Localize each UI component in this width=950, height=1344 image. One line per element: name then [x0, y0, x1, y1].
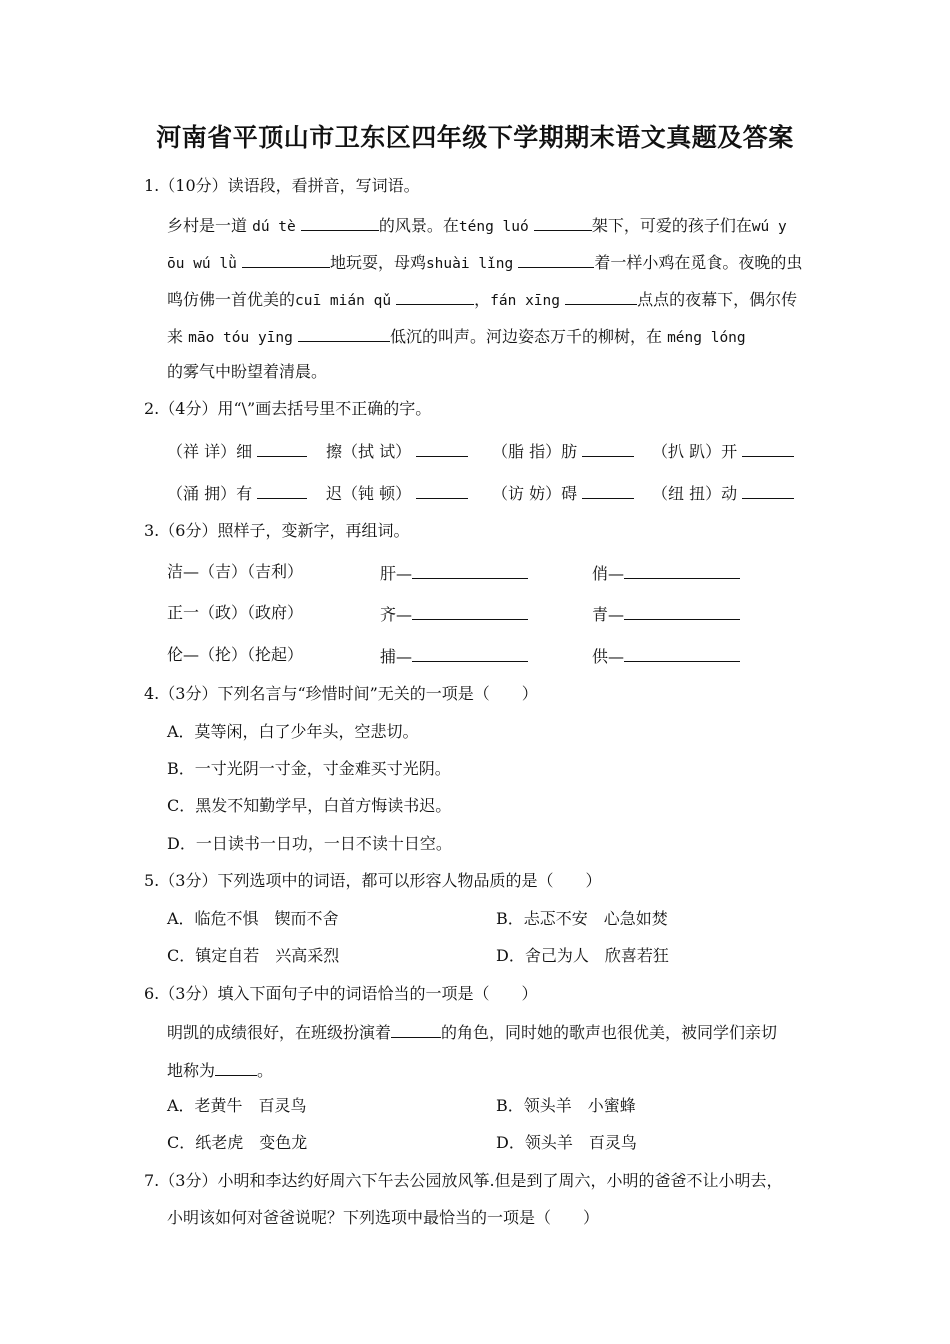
q4-option-b[interactable]: B．一寸光阴一寸金，寸金难买寸光阴。 — [167, 759, 451, 778]
q2-item — [492, 482, 634, 504]
q6-sentence-1 — [167, 1021, 777, 1043]
q1-text: 的风景。在 — [378, 216, 459, 235]
q1-line-5: 的雾气中盼望着清晨。 — [167, 362, 328, 381]
answer-blank[interactable] — [624, 562, 740, 579]
q2-item — [326, 440, 468, 462]
q1-text: 来 — [167, 327, 184, 346]
q2-item-text: （纽 扭）动 — [652, 484, 738, 503]
pinyin: shuài lǐng — [425, 256, 514, 272]
q6-text: 的角色，同时她的歌声也很优美，被同学们亲切 — [441, 1023, 778, 1042]
q1-text: 乡村是一道 — [167, 216, 248, 235]
q2-heading: 2.（4分）用“\”画去括号里不正确的字。 — [144, 399, 432, 418]
q1-line-3 — [167, 288, 797, 311]
q1-heading: 1.（10分）读语段，看拼音，写词语。 — [144, 176, 420, 195]
q1-line-4 — [167, 325, 746, 348]
q6-text: 地称为 — [167, 1061, 216, 1080]
q1-text: 着一样小鸡在觅食。夜晚的虫 — [594, 253, 803, 272]
q1-text: 低沉的叫声。河边姿态万千的柳树，在 — [389, 327, 662, 346]
q2-item-text: （祥 详）细 — [167, 442, 253, 461]
q1-text: 架下，可爱的孩子们在 — [591, 216, 752, 235]
q3-char: 供— — [592, 647, 625, 666]
q3-item — [380, 645, 528, 667]
q6-sentence-2 — [167, 1059, 273, 1081]
q6-option-c[interactable]: C．纸老虎 变色龙 — [167, 1133, 308, 1152]
q2-item-text: 迟（钝 顿） — [326, 484, 412, 503]
q2-item-text: （脂 指）肪 — [492, 442, 578, 461]
q1-line-1 — [167, 214, 787, 237]
q3-heading: 3.（6分）照样子，变新字，再组词。 — [144, 521, 410, 540]
q7-line-2: 小明该如何对爸爸说呢？下列选项中最恰当的一项是（ ） — [167, 1208, 600, 1227]
q6-heading: 6.（3分）填入下面句子中的词语恰当的一项是（ ） — [144, 984, 538, 1003]
answer-blank[interactable] — [582, 482, 634, 499]
answer-blank[interactable] — [518, 251, 594, 268]
q3-char: 齐— — [380, 605, 413, 624]
q3-item — [380, 562, 528, 584]
q1-text: 点点的夜幕下，偶尔传 — [637, 290, 798, 309]
answer-blank[interactable] — [242, 251, 330, 268]
q7-heading: 7.（3分）小明和李达约好周六下午去公园放风筝.但是到了周六，小明的爸爸不让小明去， — [144, 1171, 783, 1190]
q4-option-c[interactable]: C．黑发不知勤学早，白首方悔读书迟。 — [167, 796, 452, 815]
pinyin: wú y — [751, 219, 787, 235]
q3-example: 正一（政）（政府） — [167, 603, 304, 622]
answer-blank[interactable] — [396, 288, 474, 305]
pinyin: fán xīng — [490, 293, 560, 309]
q2-item — [167, 482, 307, 504]
answer-blank[interactable] — [534, 214, 592, 231]
q2-item-text: （访 妨）碍 — [492, 484, 578, 503]
q4-option-d[interactable]: D．一日读书一日功，一日不读十日空。 — [167, 834, 452, 853]
q5-option-b[interactable]: B．忐忑不安 心急如焚 — [496, 909, 668, 928]
q6-option-b[interactable]: B．领头羊 小蜜蜂 — [496, 1096, 636, 1115]
q2-item — [492, 440, 634, 462]
q3-item — [592, 645, 740, 667]
q2-item-text: （扒 趴）开 — [652, 442, 738, 461]
q3-char: 肝— — [380, 564, 413, 583]
pinyin: cuī mián qǔ — [295, 293, 392, 309]
q6-text: 。 — [257, 1061, 274, 1080]
pinyin: méng lóng — [667, 330, 746, 346]
answer-blank[interactable] — [416, 482, 468, 499]
q3-item — [592, 562, 740, 584]
answer-blank[interactable] — [257, 440, 307, 457]
answer-blank[interactable] — [412, 562, 528, 579]
q2-item-text: 擦（拭 试） — [326, 442, 412, 461]
q2-item — [652, 440, 794, 462]
answer-blank[interactable] — [301, 214, 379, 231]
q4-option-a[interactable]: A．莫等闲，白了少年头，空悲切。 — [167, 722, 419, 741]
q5-option-d[interactable]: D．舍己为人 欣喜若狂 — [496, 946, 669, 965]
q2-item — [652, 482, 794, 504]
q4-heading: 4.（3分）下列名言与“珍惜时间”无关的一项是（ ） — [144, 684, 538, 703]
pinyin: ōu wú lǜ — [167, 256, 237, 272]
answer-blank[interactable] — [257, 482, 307, 499]
pinyin: māo tóu yīng — [188, 330, 293, 346]
answer-blank[interactable] — [391, 1021, 441, 1038]
pinyin: téng luó — [458, 219, 529, 235]
answer-blank[interactable] — [215, 1059, 257, 1076]
q1-text: 鸣仿佛一首优美的 — [167, 290, 296, 309]
page-title: 河南省平顶山市卫东区四年级下学期期末语文真题及答案 — [156, 123, 794, 152]
q3-example: 洁—（吉）（吉利） — [167, 562, 304, 581]
pinyin: dú tè — [252, 219, 296, 235]
answer-blank[interactable] — [298, 325, 390, 342]
q1-text: ， — [474, 290, 491, 309]
q6-text: 明凯的成绩很好，在班级扮演着 — [167, 1023, 392, 1042]
q3-char: 捕— — [380, 647, 413, 666]
answer-blank[interactable] — [742, 482, 794, 499]
answer-blank[interactable] — [412, 645, 528, 662]
answer-blank[interactable] — [624, 603, 740, 620]
q2-item — [167, 440, 307, 462]
q3-example: 伦—（抡）（抡起） — [167, 645, 304, 664]
q1-line-2 — [167, 251, 802, 274]
answer-blank[interactable] — [416, 440, 468, 457]
q3-item — [380, 603, 528, 625]
answer-blank[interactable] — [412, 603, 528, 620]
q3-item — [592, 603, 740, 625]
q3-char: 俏— — [592, 564, 625, 583]
q6-option-a[interactable]: A．老黄牛 百灵鸟 — [167, 1096, 307, 1115]
q5-heading: 5.（3分）下列选项中的词语，都可以形容人物品质的是（ ） — [144, 871, 602, 890]
answer-blank[interactable] — [742, 440, 794, 457]
answer-blank[interactable] — [565, 288, 637, 305]
answer-blank[interactable] — [624, 645, 740, 662]
q1-text: 地玩耍，母鸡 — [329, 253, 426, 272]
q5-option-c[interactable]: C．镇定自若 兴高采烈 — [167, 946, 340, 965]
answer-blank[interactable] — [582, 440, 634, 457]
q6-option-d[interactable]: D．领头羊 百灵鸟 — [496, 1133, 637, 1152]
q3-char: 青— — [592, 605, 625, 624]
q2-item — [326, 482, 468, 504]
q5-option-a[interactable]: A．临危不惧 锲而不舍 — [167, 909, 339, 928]
q2-item-text: （涌 拥）有 — [167, 484, 253, 503]
